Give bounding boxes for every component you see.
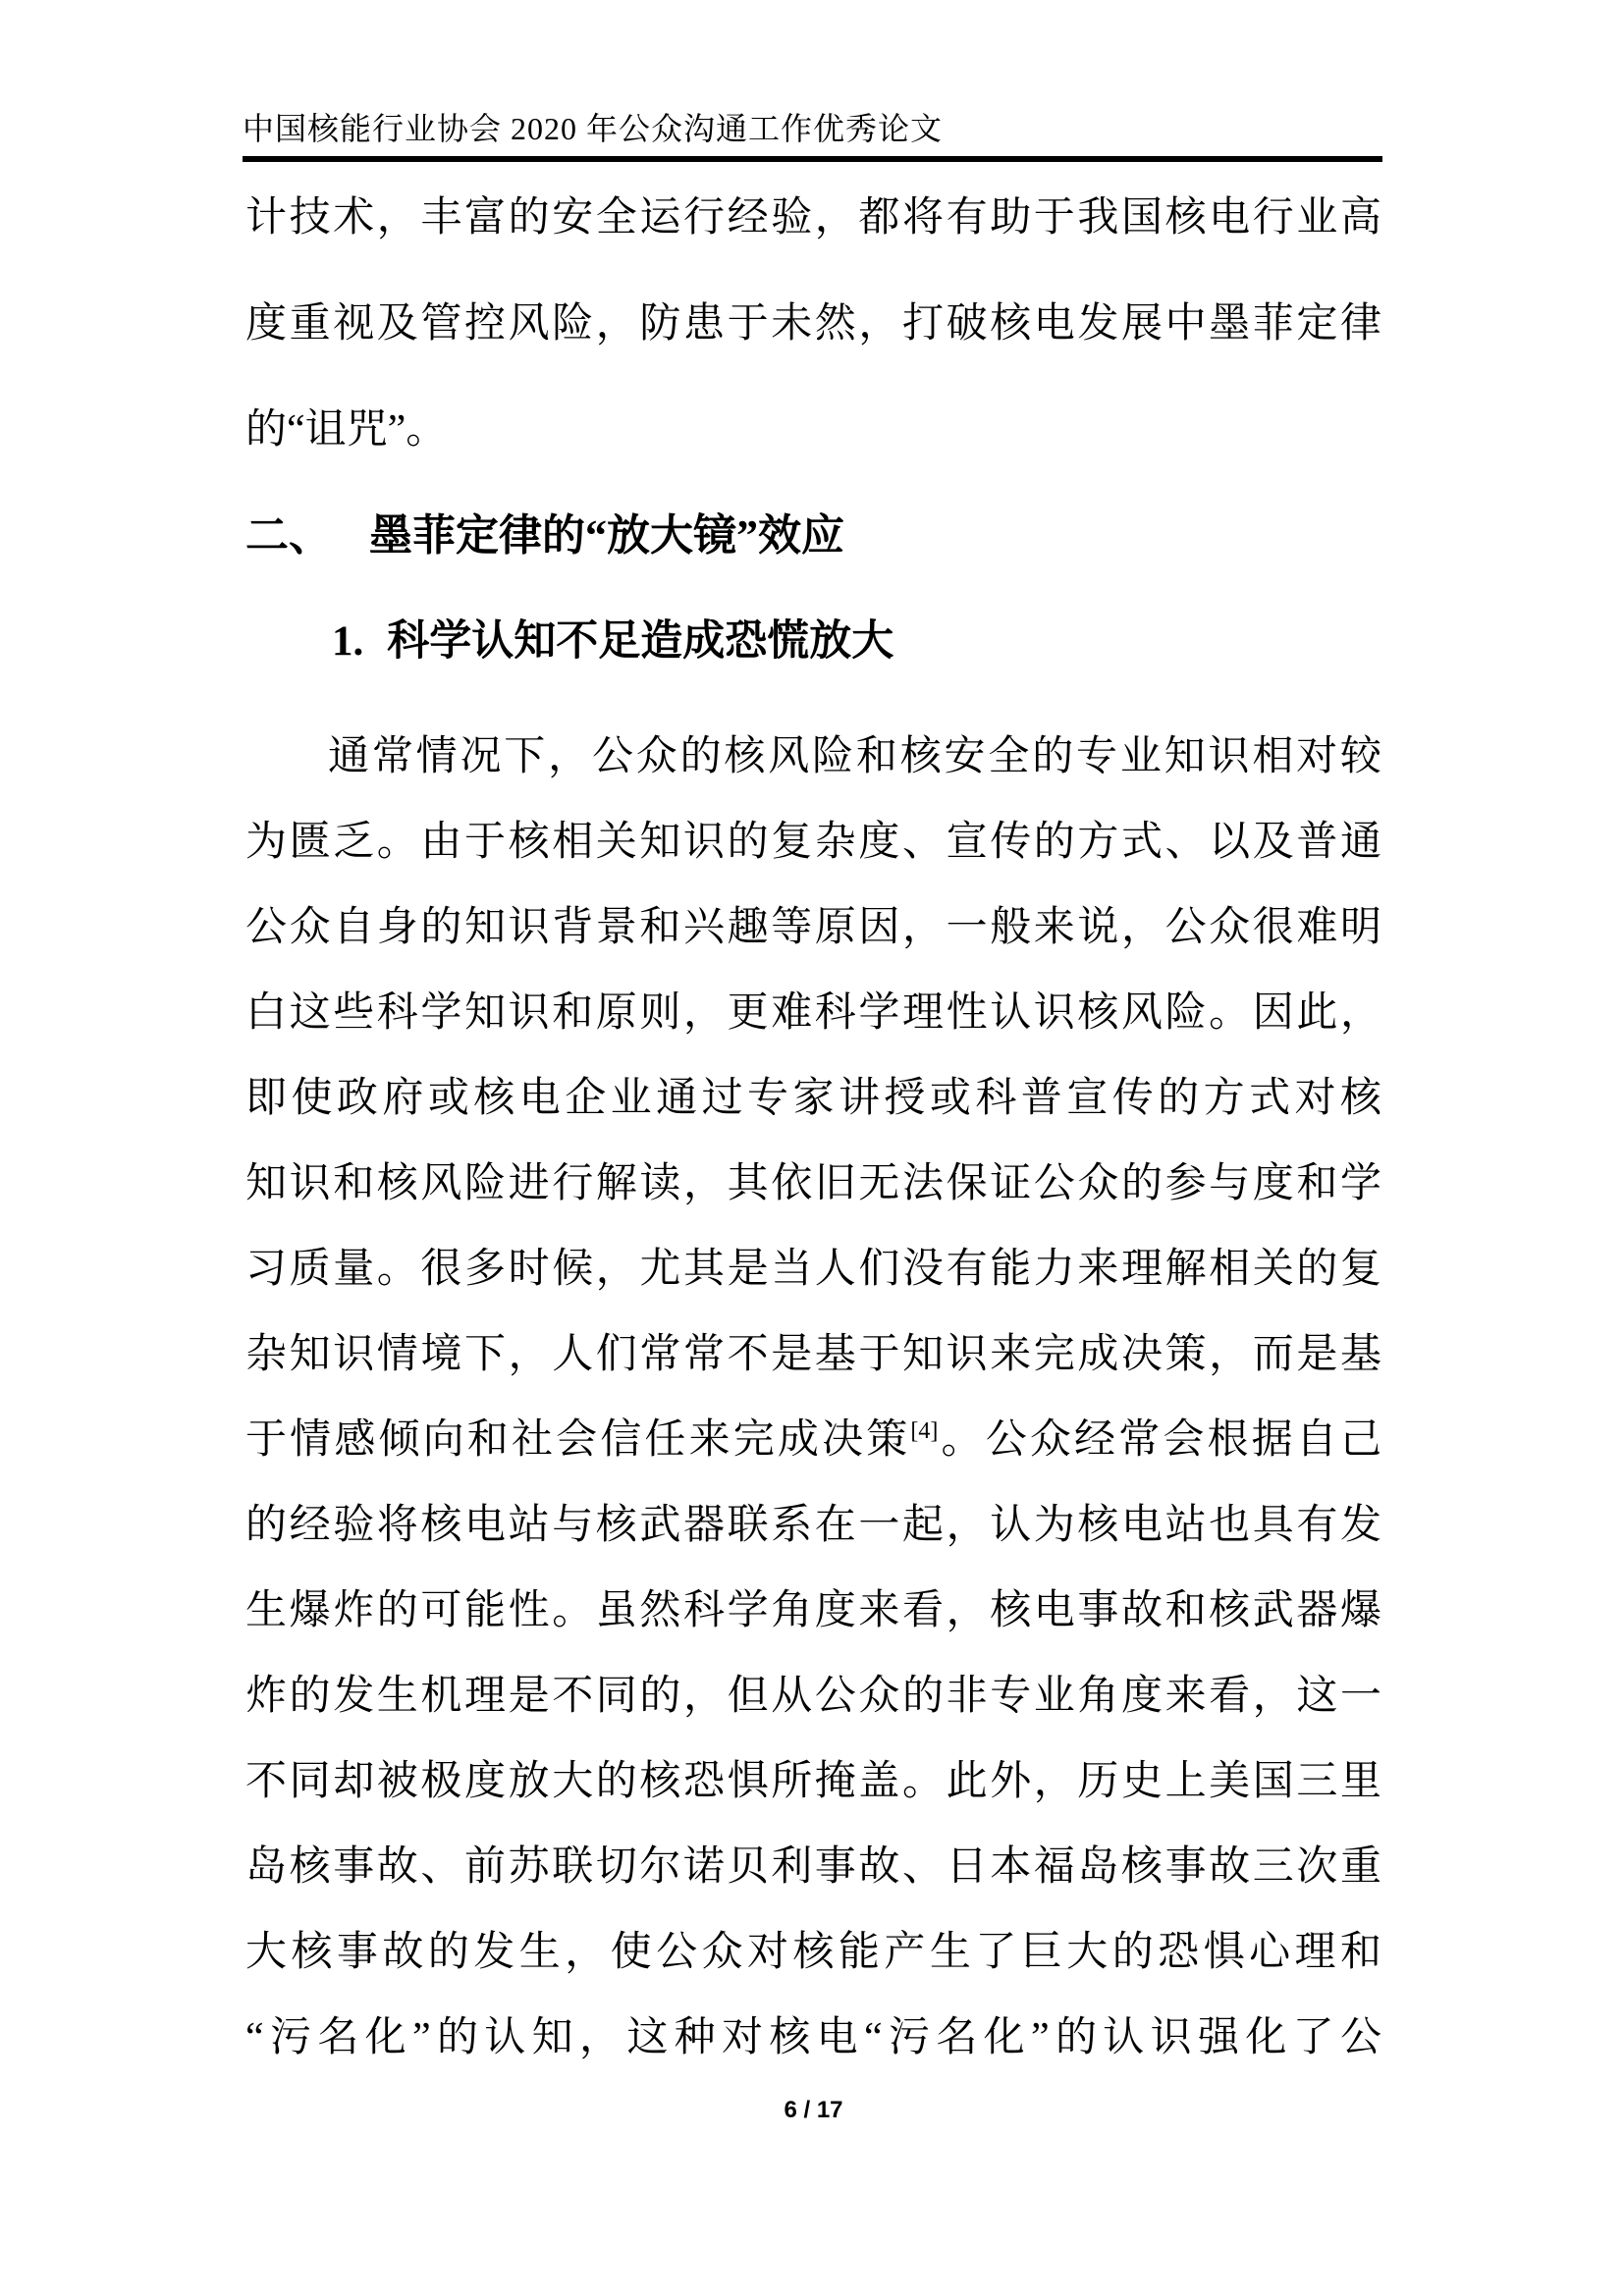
subsection-heading bbox=[332, 607, 1381, 677]
body-line: 习质量。很多时候，尤其是当人们没有能力来理解相关的复 bbox=[245, 1247, 1381, 1292]
reference-superscript: [4] bbox=[910, 1418, 939, 1444]
line-text: 。公众经常会根据自己 bbox=[938, 1417, 1381, 1463]
page-footer bbox=[245, 2097, 1381, 2124]
content-column bbox=[245, 0, 1381, 2081]
body-line: 的经验将核电站与核武器联系在一起，认为核电站也具有发 bbox=[245, 1503, 1381, 1548]
body-line: 炸的发生机理是不同的，但从公众的非专业角度来看，这一 bbox=[245, 1674, 1381, 1719]
body-line: 通常情况下，公众的核风险和核安全的专业知识相对较 bbox=[328, 734, 1381, 779]
body-line: 杂知识情境下，人们常常不是基于知识来完成决策，而是基 bbox=[245, 1332, 1381, 1377]
body-line: 为匮乏。由于核相关知识的复杂度、宣传的方式、以及普通 bbox=[245, 820, 1381, 865]
body-line: 即使政府或核电企业通过专家讲授或科普宣传的方式对核 bbox=[245, 1076, 1381, 1121]
header-title: 中国核能行业协会 2020 年公众沟通工作优秀论文 bbox=[243, 111, 944, 146]
body-line: “污名化”的认知，这种对核电“污名化”的认识强化了公 bbox=[245, 2015, 1381, 2060]
subsection-title: 科学认知不足造成恐慌放大 bbox=[387, 618, 894, 665]
section-number: 二、 bbox=[245, 511, 332, 560]
subsection-number: 1. bbox=[332, 618, 364, 665]
main-paragraph bbox=[245, 715, 1381, 2081]
body-line-with-reference bbox=[245, 1398, 1381, 1483]
body-line: 大核事故的发生，使公众对核能产生了巨大的恐惧心理和 bbox=[245, 1930, 1381, 1975]
body-line: 知识和核风险进行解读，其依旧无法保证公众的参与度和学 bbox=[245, 1161, 1381, 1206]
body-line: 岛核事故、前苏联切尔诺贝利事故、日本福岛核事故三次重 bbox=[245, 1844, 1381, 1890]
body-line: 的“诅咒”。 bbox=[245, 407, 448, 453]
page-number: 6 / 17 bbox=[784, 2097, 843, 2123]
body-line: 公众自身的知识背景和兴趣等原因，一般来说，公众很难明 bbox=[245, 905, 1381, 950]
intro-paragraph bbox=[245, 165, 1381, 483]
body-line: 白这些科学知识和原则，更难科学理性认识核风险。因此， bbox=[245, 990, 1381, 1036]
section-title: 墨菲定律的“放大镜”效应 bbox=[369, 511, 844, 560]
body-line: 度重视及管控风险，防患于未然，打破核电发展中墨菲定律 bbox=[245, 301, 1381, 347]
body-line: 不同却被极度放大的核恐惧所掩盖。此外，历史上美国三里 bbox=[245, 1759, 1381, 1804]
body-line: 计技术，丰富的安全运行经验，都将有助于我国核电行业高 bbox=[245, 195, 1381, 240]
body-line: 生爆炸的可能性。虽然科学角度来看，核电事故和核武器爆 bbox=[245, 1588, 1381, 1633]
line-text: 于情感倾向和社会信任来完成决策 bbox=[245, 1417, 911, 1463]
section-heading bbox=[245, 501, 1381, 571]
